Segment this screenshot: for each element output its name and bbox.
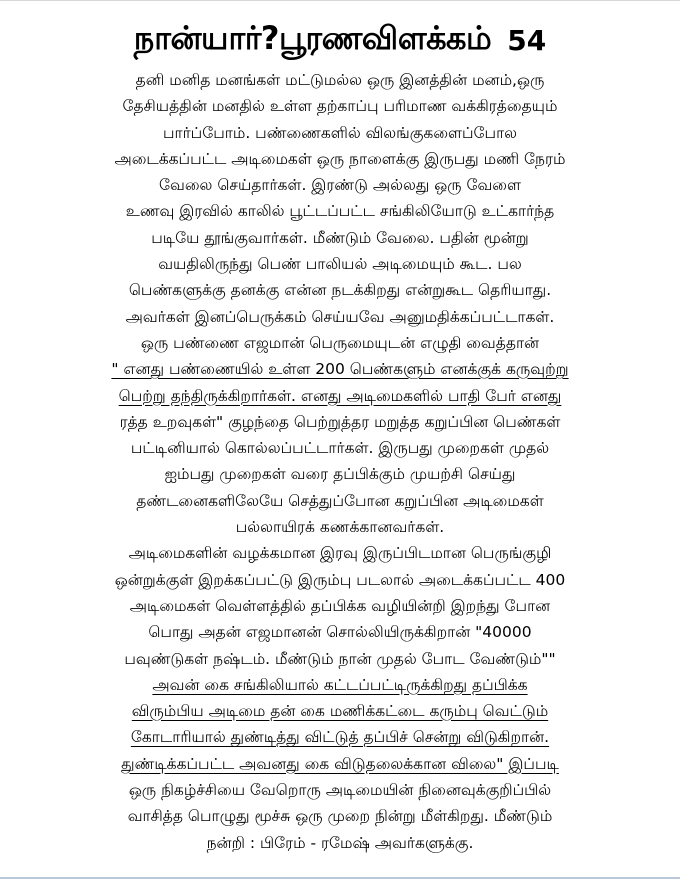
text-line: துண்டிக்கப்பட்ட அவனது கை விடுதலைக்கான விலை" இப்படி xyxy=(121,754,559,773)
text-line: உணவு இரவில் காலில் பூட்டப்பட்ட சங்கிலியோடு உட்கார்ந்த xyxy=(125,202,555,221)
text-line: பட்டினியால் கொல்லப்பட்டார்கள். இருபது முறைகள் முதல் xyxy=(130,439,550,458)
text-line: ஒரு நிகழ்ச்சியை வேறொரு அடிமையின் நினைவுக்குறிப்பில் xyxy=(128,781,552,800)
text-line: கோடாரியால் துண்டித்து விட்டுத் தப்பிச் சென்று விடுகிறான். xyxy=(130,728,550,747)
body-text xyxy=(40,67,640,856)
text-line: ஒன்றுக்குள் இறக்கப்பட்டு இரும்பு படலால் அடைக்கப்பட்ட 400 xyxy=(114,570,566,589)
page-number: 54 xyxy=(507,23,547,57)
text-line: அடைக்கப்பட்ட அடிமைகள் ஒரு நாளைக்கு இருபது மணி நேரம் xyxy=(114,149,566,168)
text-line: வேலை செய்தார்கள். இரண்டு அல்லது ஒரு வேளை xyxy=(159,176,521,195)
text-line: அவர்கள் இனப்பெருக்கம் செய்யவே அனுமதிக்கப்பட்டாகள். xyxy=(125,307,555,326)
text-line: வாசித்த பொழுது மூச்சு ஒரு முறை நின்று மீள்கிறது. மீண்டும் xyxy=(127,807,553,826)
text-line: அடிமைகளின் வழக்கமான இரவு இருப்பிடமான பெருங்குழி xyxy=(128,544,552,563)
text-line: ரத்த உறவுகள்" குழந்தை பெற்றுத்தர மறுத்த கறுப்பின பெண்கள் xyxy=(119,412,561,431)
text-line: வயதிலிருந்து பெண் பாலியல் அடிமையும் கூட. பல xyxy=(158,255,522,274)
text-line: ஒரு பண்ணை எஜமான் பெருமையுடன் எழுதி வைத்தான் xyxy=(140,333,540,352)
text-line: பெண்களுக்கு தனக்கு என்ன நடக்கிறது என்றுகூட தெரியாது. xyxy=(128,281,552,300)
text-line: பொது அதன் எஜமானன் சொல்லியிருக்கிறான் "40000 xyxy=(148,623,532,642)
text-line: அவன் கை சங்கிலியால் கட்டப்பட்டிருக்கிறது தப்பிக்க xyxy=(152,675,528,694)
text-line: ஐம்பது முறைகள் வரை தப்பிக்கும் முயற்சி செய்து xyxy=(164,465,516,484)
page-title: நான்யார்?பூரணவிளக்கம் xyxy=(133,19,492,57)
text-line: தனி மனித மனங்கள் மட்டுமல்ல ஒரு இனத்தின் மனம்,ஒரு xyxy=(135,71,545,89)
text-line: விரும்பிய அடிமை தன் கை மணிக்கட்டை கரும்பு வெட்டும் xyxy=(131,702,549,721)
text-line: படியே தூங்குவார்கள். மீண்டும் வேலை. பதின் மூன்று xyxy=(151,228,529,247)
title-row xyxy=(0,19,680,69)
text-line: பெற்று தந்திருக்கிறார்கள். எனது அடிமைகளில் பாதி பேர் எனது xyxy=(118,386,562,405)
text-line: " எனது பண்ணையில் உள்ள 200 பெண்களும் எனக்குக் கருவுற்று xyxy=(111,360,569,379)
text-line: பார்ப்போம். பண்ணைகளில் விலங்குகளைப்போல xyxy=(162,123,518,142)
text-line: நன்றி : பிரேம் - ரமேஷ் அவர்களுக்கு. xyxy=(206,833,474,852)
page-bottom-divider xyxy=(0,877,680,879)
text-line: அடிமைகள் வெள்ளத்தில் தப்பிக்க வழியின்றி இறந்து போன xyxy=(129,596,551,615)
text-line: தண்டனைகளிலேயே செத்துப்போன கறுப்பின அடிமைகள் xyxy=(136,491,544,510)
text-line: தேசியத்தின் மனதில் உள்ள தற்காப்பு பரிமாண வக்கிரத்தையும் xyxy=(122,97,558,116)
text-line: பல்லாயிரக் கணக்கானவர்கள். xyxy=(235,518,445,537)
text-line: பவுண்டுகள் நஷ்டம். மீண்டும் நான் முதல் போட வேண்டும்"" xyxy=(124,649,556,668)
